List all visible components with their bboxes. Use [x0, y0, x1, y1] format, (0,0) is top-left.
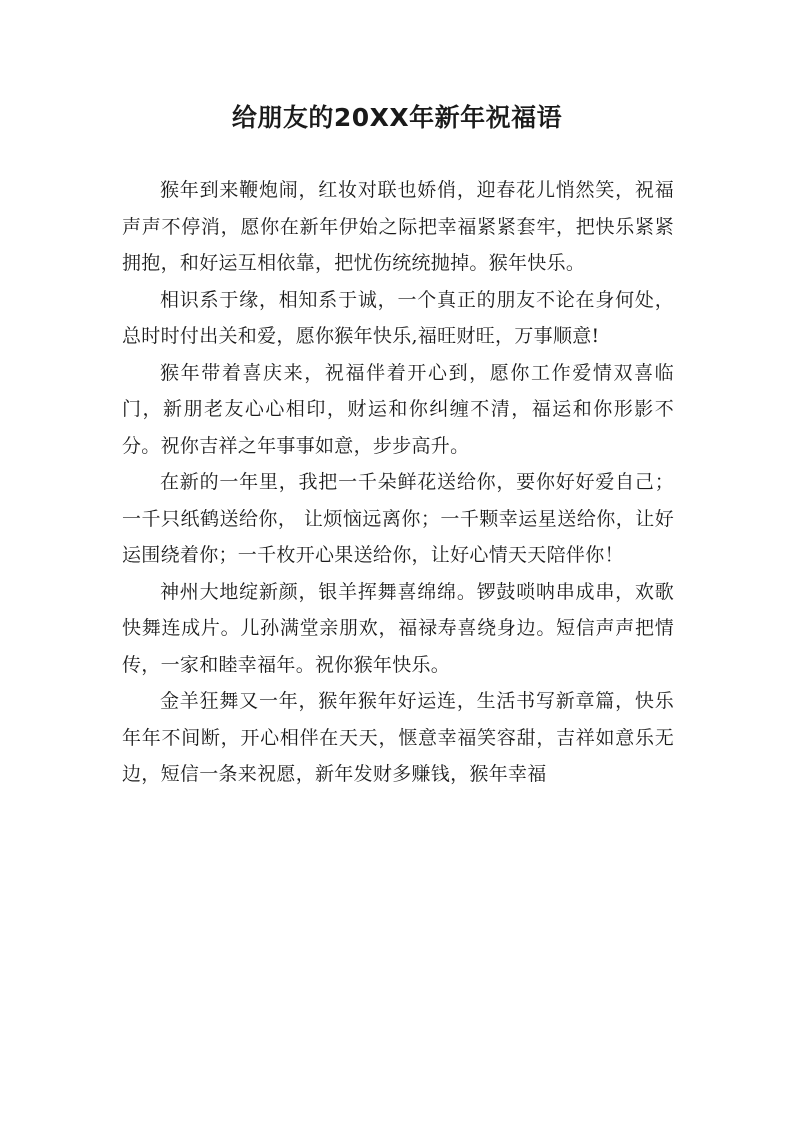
paragraph-4: 在新的一年里，我把一千朵鲜花送给你，要你好好爱自己；一千只纸鹤送给你， 让烦恼远离你；一千颗幸运星送给你，让好运围绕着你；一千枚开心果送给你，让好心情天天陪伴你！ — [122, 471, 674, 566]
paragraph-5: 神州大地绽新颜，银羊挥舞喜绵绵。锣鼓唢呐串成串，欢歌快舞连成片。儿孙满堂亲朋欢，福禄寿喜绕身边。短信声声把情传，一家和睦幸福年。祝你猴年快乐。 — [122, 580, 674, 676]
paragraph-6: 金羊狂舞又一年，猴年猴年好运连，生活书写新章篇，快乐年年不间断，开心相伴在天天，惬意幸福笑容甜，吉祥如意乐无边，短信一条来祝愿，新年发财多赚钱，猴年幸福 — [122, 690, 674, 785]
paragraph-1: 猴年到来鞭炮闹，红妆对联也娇俏，迎春花儿悄然笑，祝福声声不停消，愿你在新年伊始之际把幸福紧紧套牢，把快乐紧紧拥抱，和好运互相依靠，把忧伤统统抛掉。猴年快乐。 — [122, 179, 674, 274]
document-body — [122, 172, 674, 793]
paragraph-3: 猴年带着喜庆来，祝福伴着开心到，愿你工作爱情双喜临门，新朋老友心心相印，财运和你纠缠不清，福运和你形影不分。祝你吉祥之年事事如意，步步高升。 — [122, 361, 674, 457]
paragraph-2: 相识系于缘，相知系于诚，一个真正的朋友不论在身何处，总时时付出关和爱，愿你猴年快乐,福旺财旺，万事顺意! — [122, 288, 674, 347]
document-title: 给朋友的20XX年新年祝福语 — [231, 103, 563, 132]
